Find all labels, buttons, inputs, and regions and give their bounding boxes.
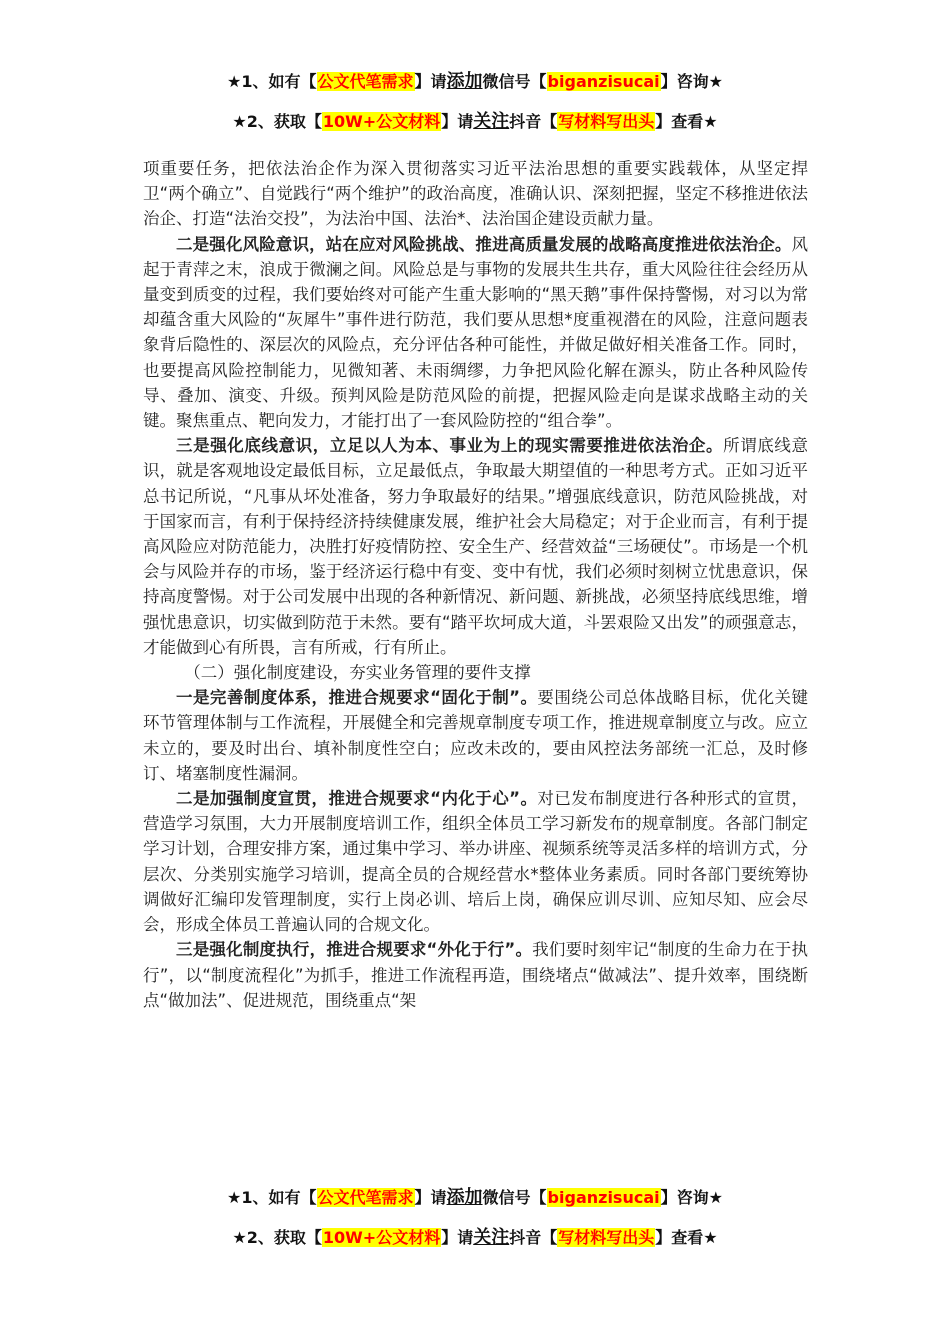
paragraph-system-text: 要围绕公司总体战略目标，优化关键环节管理体制与工作流程，开展健全和完善规章制度专项工作，推进规章制度立与改。应立未立的，要及时出台、填补制度性空白；应改未改的，要由风控法务部统一汇总，及时修订、堵塞制度性漏洞。 — [143, 688, 808, 783]
paragraph-execution-heading: 三是强化制度执行，推进合规要求“外化于行”。 — [176, 940, 533, 960]
banner-highlight-service: 公文代笔需求 — [317, 1188, 414, 1207]
banner-text: 抖音【 — [509, 1228, 558, 1247]
paragraph-execution-text: 我们要时刻牢记“制度的生命力在于执行”，以“制度流程化”为抓手，推进工作流程再造，围绕堵点“做减法”、提升效率，围绕断点“做加法”、促进规范，围绕重点“架 — [143, 940, 808, 1010]
document-body — [143, 156, 808, 1013]
paragraph-system — [143, 685, 808, 786]
banner-text: 】请 — [441, 112, 474, 131]
banner-text: 】请 — [441, 1228, 474, 1247]
paragraph-system-heading: 一是完善制度体系，推进合规要求“固化于制”。 — [176, 688, 538, 708]
paragraph-bottomline-text: 所谓底线意识，就是客观地设定最低目标，立足最低点，争取最大期望值的一种思考方式。正如习近平总书记所说，“凡事从坏处准备，努力争取最好的结果。”增强底线意识，防范风险挑战，对于国家而言，有利于保持经济持续健康发展，维护社会大局稳定；对于企业而言，有利于提高风险应对防范能力，决胜打好疫情防控、安全生产、经营效益“三场硬仗”。市场是一个机会与风险并存的市场，鉴于经济运行稳中有变、变中有忧，我们必须时刻树立忧患意识，保持高度警惕。对于公司发展中出现的各种新情况、新问题、新挑战，必须坚持底线思维，增强忧患意识，切实做到防范于未然。要有“踏平坎坷成大道，斗罢艰险又出发”的顽强意志，才能做到心有所畏，言有所戒，行有所止。 — [143, 436, 809, 657]
banner-suffix: 】咨询★ — [660, 72, 723, 91]
paragraph-publicity-heading: 二是加强制度宣贯，推进合规要求“内化于心”。 — [176, 789, 538, 809]
top-banner-line-1 — [0, 70, 950, 94]
banner-suffix: 】查看★ — [655, 1228, 718, 1247]
paragraph-bottomline — [143, 433, 808, 660]
paragraph-bottomline-heading: 三是强化底线意识，立足以人为本、事业为上的现实需要推进依法治企。 — [176, 436, 724, 456]
banner-prefix: ★2、获取【 — [232, 1228, 322, 1247]
banner-highlight-douyin: 写材料写出头 — [558, 112, 655, 131]
banner-highlight-materials: 10W+公文材料 — [322, 112, 441, 131]
banner-emphasis: 关注 — [473, 111, 510, 132]
banner-suffix: 】咨询★ — [660, 1188, 723, 1207]
banner-emphasis: 添加 — [446, 1187, 483, 1208]
banner-text: 微信号【 — [482, 72, 547, 91]
banner-suffix: 】查看★ — [655, 112, 718, 131]
paragraph-publicity-text: 对已发布制度进行各种形式的宣贯，营造学习氛围，大力开展制度培训工作，组织全体员工学习新发布的规章制度。各部门制定学习计划，合理安排方案，通过集中学习、举办讲座、视频系统等灵活多样的培训方式，分层次、分类别实施学习培训，提高全员的合规经营水*整体业务素质。同时各部门要统筹协调做好汇编印发管理制度，实行上岗必训、培后上岗，确保应训尽训、应知尽知、应会尽会，形成全体员工普遍认同的合规文化。 — [143, 789, 808, 935]
banner-text: 】请 — [414, 72, 447, 91]
banner-text: 】请 — [414, 1188, 447, 1207]
banner-prefix: ★2、获取【 — [232, 112, 322, 131]
paragraph-1: 项重要任务，把依法治企作为深入贯彻落实习近平法治思想的重要实践载体，从坚定捍卫“两个确立”、自觉践行“两个维护”的政治高度，准确认识、深刻把握，坚定不移推进依法治企、打造“法治交投”，为法治中国、法治*、法治国企建设贡献力量。 — [143, 159, 808, 229]
banner-highlight-douyin: 写材料写出头 — [558, 1228, 655, 1247]
paragraph-risk — [143, 232, 808, 434]
banner-text: 抖音【 — [509, 112, 558, 131]
top-banner-line-2 — [0, 110, 950, 134]
banner-highlight-materials: 10W+公文材料 — [322, 1228, 441, 1247]
paragraph-publicity — [143, 786, 808, 937]
bottom-banner-line-1 — [0, 1186, 950, 1210]
paragraph-risk-text: 风起于青萍之末，浪成于微澜之间。风险总是与事物的发展共生共存，重大风险往往会经历从量变到质变的过程，我们要始终对可能产生重大影响的“黑天鹅”事件保持警惕，对习以为常却蕴含重大风险的“灰犀牛”事件进行防范，我们要从思想*度重视潜在的风险，注意问题表象背后隐性的、深层次的风险点，充分评估各种可能性，并做足做好相关准备工作。同时，也要提高风险控制能力，见微知著、未雨绸缪，力争把风险化解在源头，防止各种风险传导、叠加、演变、升级。预判风险是防范风险的前提，把握风险走向是谋求战略主动的关键。聚焦重点、靶向发力，才能打出了一套风险防控的“组合拳”。 — [143, 234, 808, 431]
paragraph-risk-heading: 二是强化风险意识，站在应对风险挑战、推进高质量发展的战略高度推进依法治企。 — [176, 234, 792, 254]
bottom-banner-line-2 — [0, 1226, 950, 1250]
banner-emphasis: 关注 — [473, 1227, 510, 1248]
banner-emphasis: 添加 — [446, 71, 483, 92]
banner-prefix: ★1、如有【 — [227, 72, 317, 91]
banner-text: 微信号【 — [482, 1188, 547, 1207]
paragraph-execution — [143, 937, 808, 1013]
banner-highlight-service: 公文代笔需求 — [317, 72, 414, 91]
banner-prefix: ★1、如有【 — [227, 1188, 317, 1207]
banner-highlight-wechat: biganzisucai — [547, 1188, 660, 1207]
banner-highlight-wechat: biganzisucai — [547, 72, 660, 91]
section-heading-2: （二）强化制度建设，夯实业务管理的要件支撑 — [184, 663, 531, 683]
